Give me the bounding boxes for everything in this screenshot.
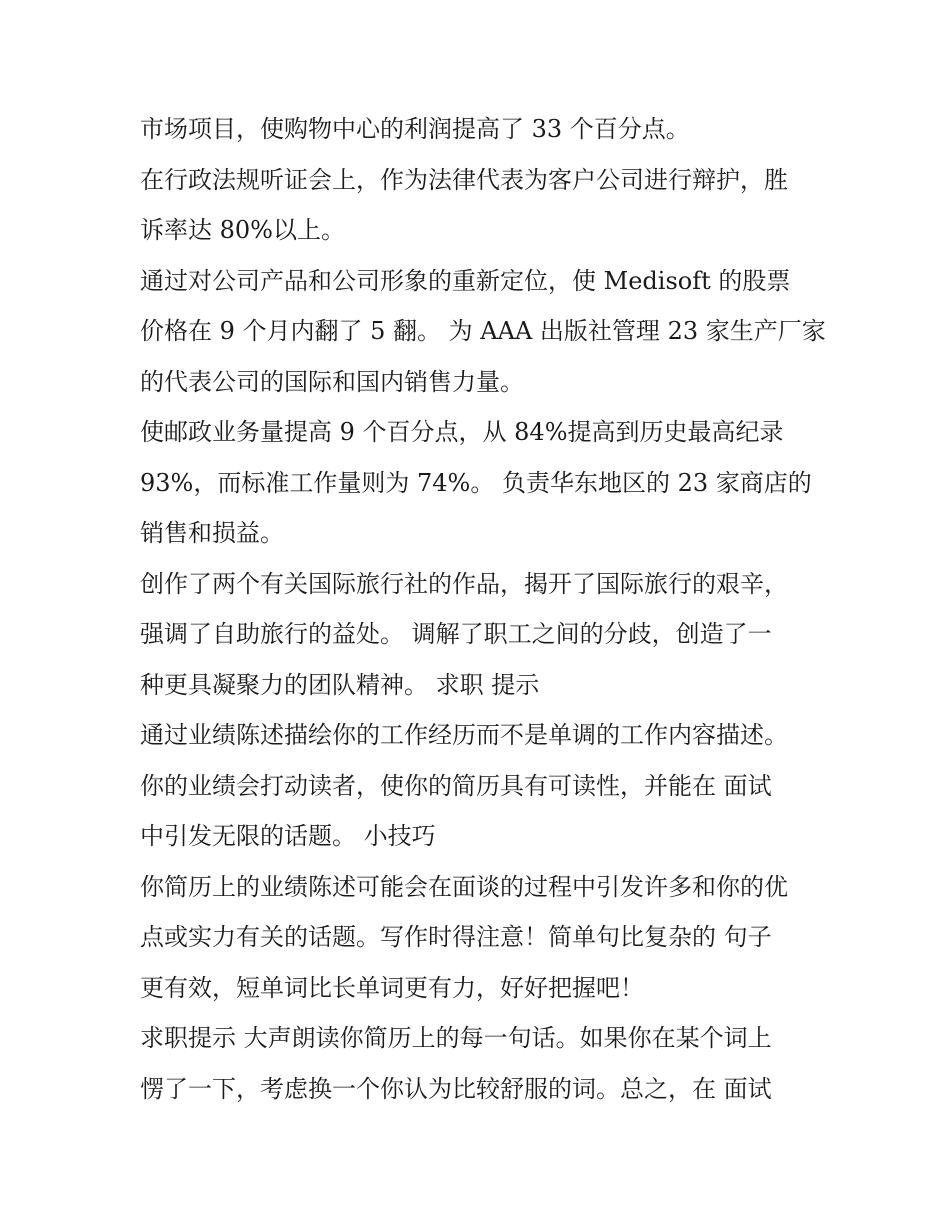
text-line: 中引发无限的话题。 小技巧	[140, 822, 436, 850]
text-line: 创作了两个有关国际旅行社的作品，揭开了国际旅行的艰辛，	[140, 569, 788, 598]
document-body	[140, 104, 830, 1114]
text-line: 93%，而标准工作量则为 74%。 负责华东地区的 23 家商店的	[140, 468, 812, 497]
text-line: 的代表公司的国际和国内销售力量。	[140, 367, 524, 396]
text-line: 点或实力有关的话题。写作时得注意！简单句比复杂的 句子	[140, 923, 772, 951]
text-line: 强调了自助旅行的益处。 调解了职工之间的分歧，创造了一	[140, 620, 772, 648]
text-line: 种更具凝聚力的团队精神。 求职 提示	[140, 670, 540, 699]
text-line: 在行政法规听证会上，作为法律代表为客户公司进行辩护，胜	[140, 165, 788, 194]
text-line: 通过对公司产品和公司形象的重新定位，使 Medisoft 的股票	[140, 266, 791, 295]
text-line: 价格在 9 个月内翻了 5 翻。 为 AAA 出版社管理 23 家生产厂家	[140, 317, 826, 345]
text-line: 求职提示 大声朗读你简历上的每一句话。如果你在某个词上	[140, 1024, 772, 1052]
text-line: 你的业绩会打动读者，使你的简历具有可读性，并能在 面试	[140, 771, 772, 800]
text-line: 愣了一下，考虑换一个你认为比较舒服的词。总之，在 面试	[140, 1074, 772, 1103]
text-line: 诉率达 80%以上。	[140, 216, 345, 244]
text-line: 市场项目，使购物中心的利润提高了 33 个百分点。	[140, 115, 690, 143]
text-line: 更有效，短单词比长单词更有力，好好把握吧！	[140, 973, 644, 1002]
text-line: 使邮政业务量提高 9 个百分点，从 84%提高到历史最高纪录	[140, 418, 784, 446]
text-line: 你简历上的业绩陈述可能会在面谈的过程中引发许多和你的优	[140, 872, 788, 901]
text-line: 销售和损益。	[140, 519, 284, 547]
text-line: 通过业绩陈述描绘你的工作经历而不是单调的工作内容描述。	[140, 721, 788, 749]
